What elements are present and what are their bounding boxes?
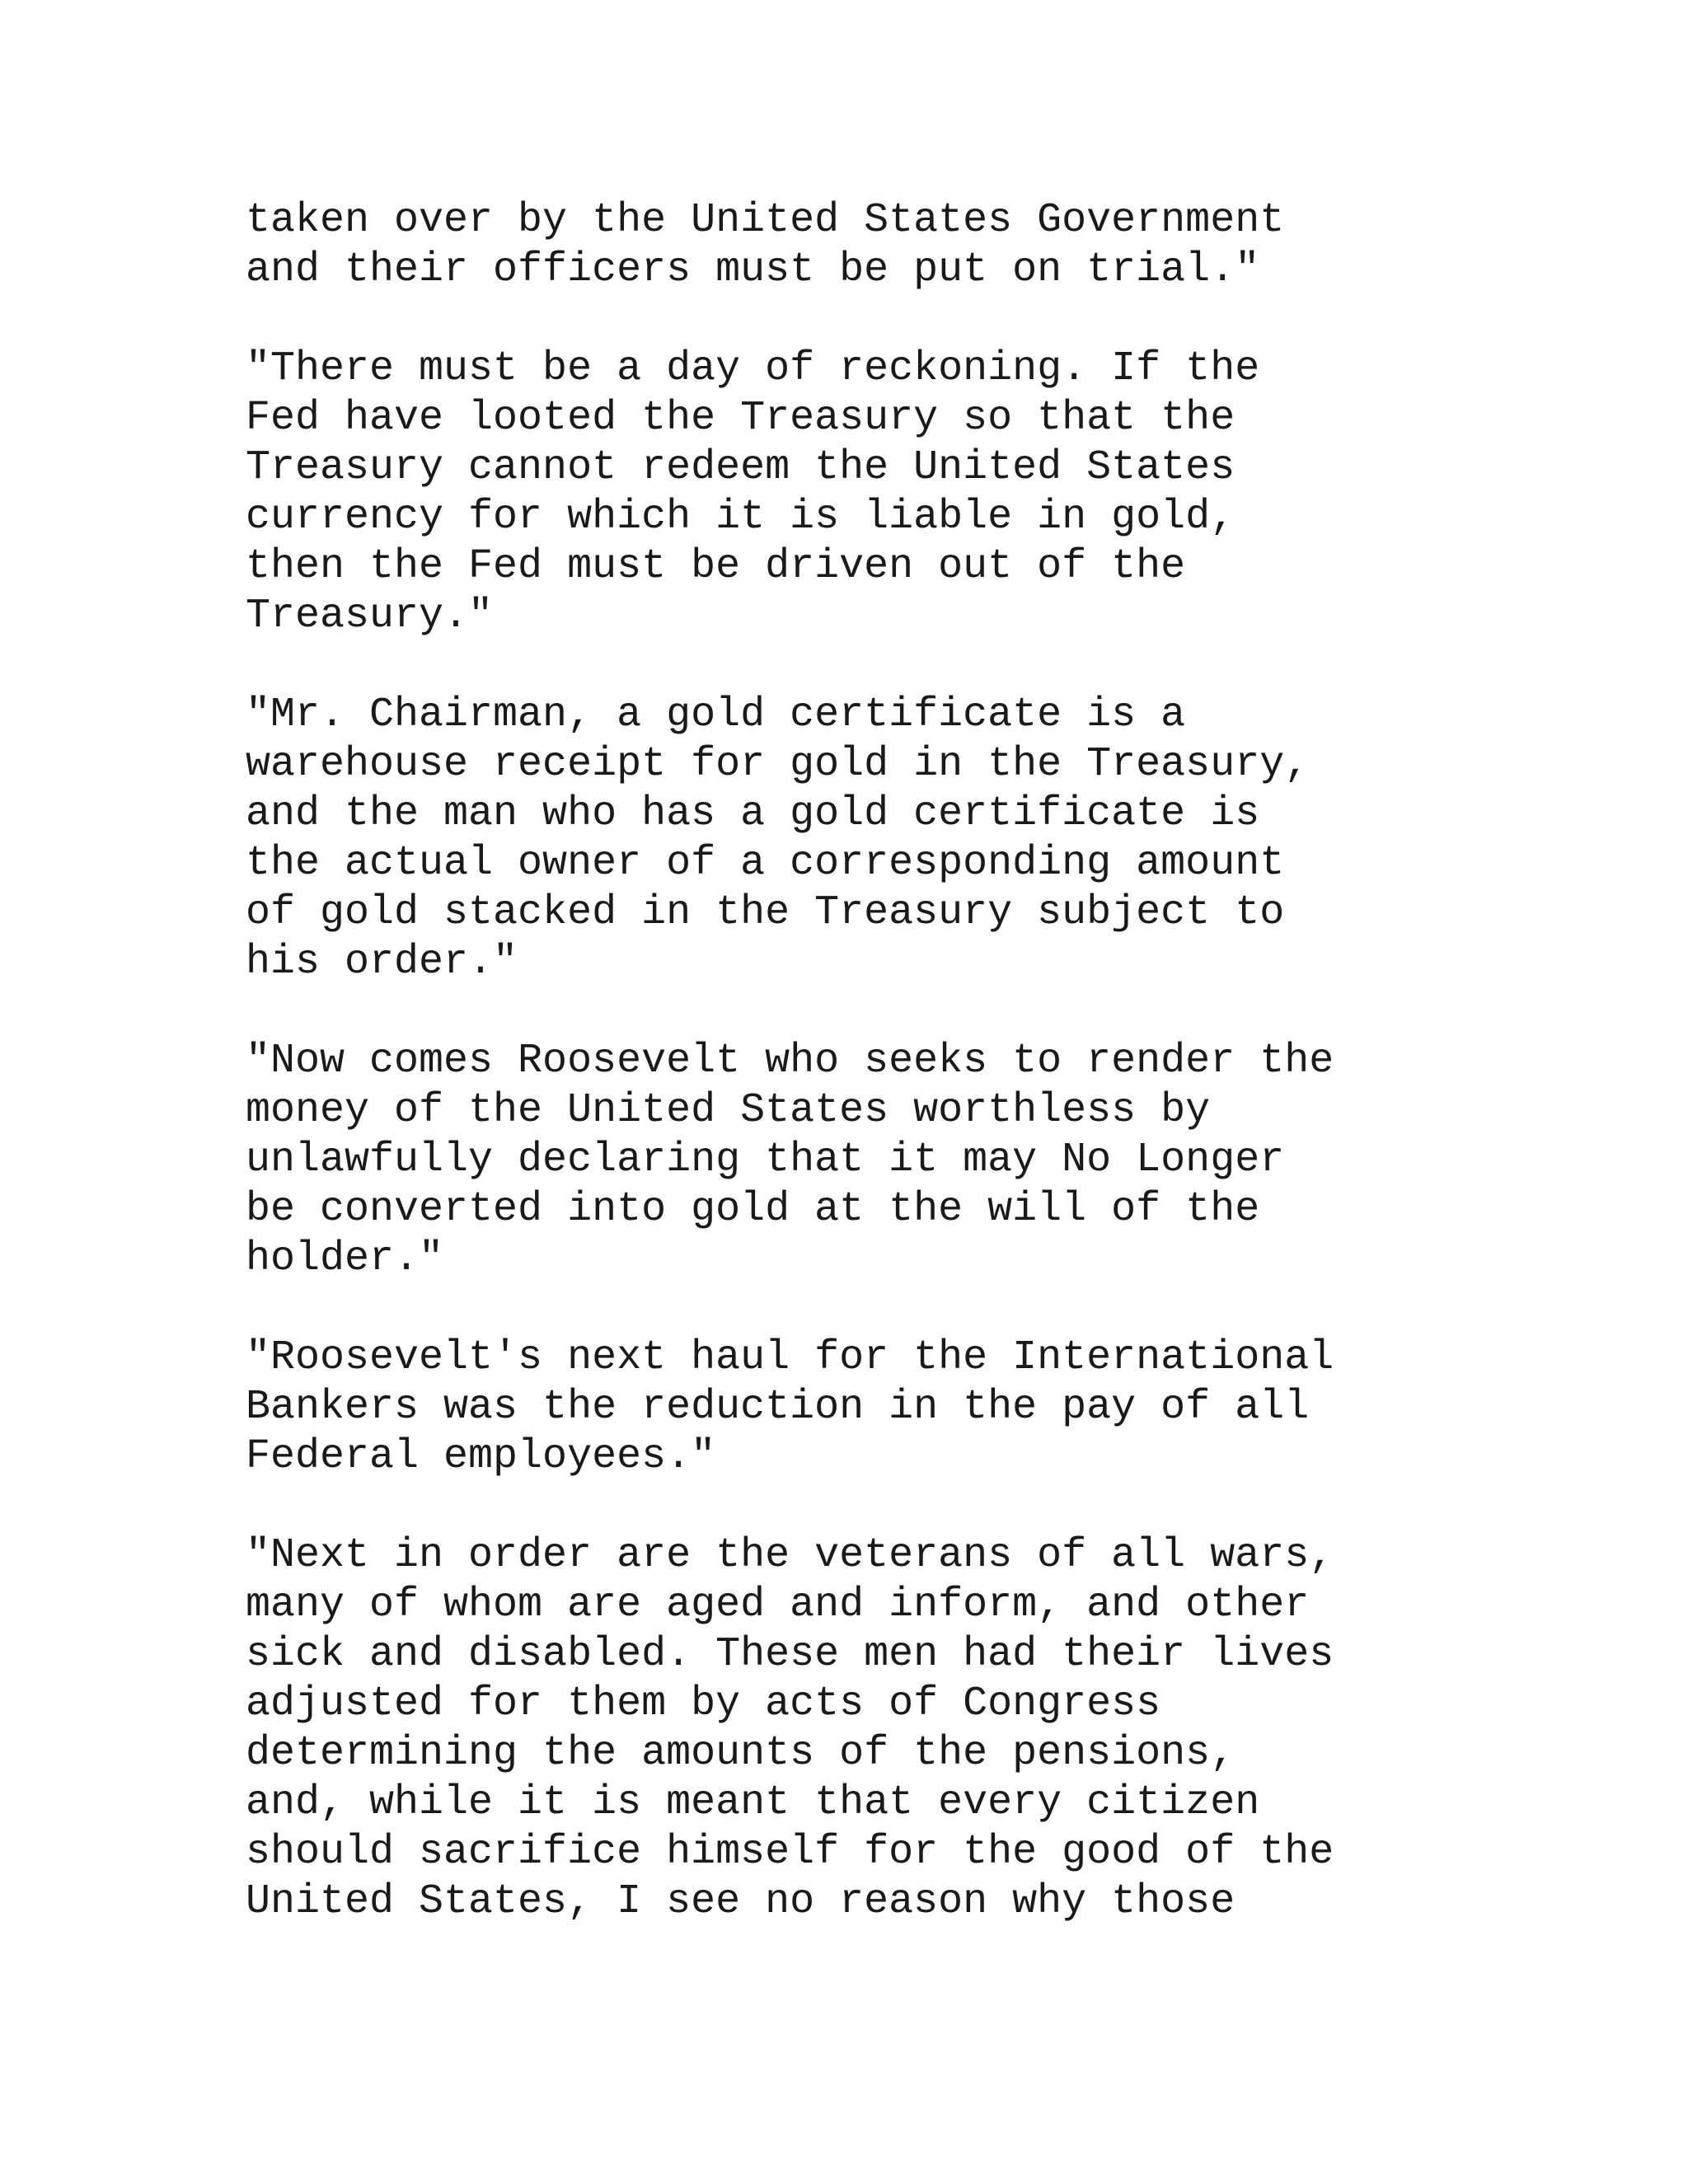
text-line: unlawfully declaring that it may No Longer xyxy=(246,1137,1285,1183)
text-line: then the Fed must be driven out of the xyxy=(246,543,1186,590)
paragraph-5 xyxy=(246,1333,1531,1482)
document-body xyxy=(246,196,1531,1976)
text-line: and, while it is meant that every citizen xyxy=(246,1779,1260,1826)
paragraph-6 xyxy=(246,1531,1531,1927)
text-line: "Mr. Chairman, a gold certificate is a xyxy=(246,691,1186,738)
text-line: "Next in order are the veterans of all wars, xyxy=(246,1532,1334,1579)
text-line: Treasury." xyxy=(246,593,494,640)
text-line: of gold stacked in the Treasury subject to xyxy=(246,889,1285,936)
text-line: and the man who has a gold certificate is xyxy=(246,790,1260,837)
paragraph-3 xyxy=(246,691,1531,987)
text-line: United States, I see no reason why those xyxy=(246,1878,1236,1925)
text-line: warehouse receipt for gold in the Treasury, xyxy=(246,741,1310,788)
text-line: and their officers must be put on trial." xyxy=(246,246,1260,293)
text-line: determining the amounts of the pensions, xyxy=(246,1730,1236,1777)
paragraph-4 xyxy=(246,1037,1531,1284)
text-line: "There must be a day of reckoning. If the xyxy=(246,345,1260,392)
text-line: Fed have looted the Treasury so that the xyxy=(246,395,1236,442)
paragraph-1 xyxy=(246,196,1531,295)
text-line: Bankers was the reduction in the pay of all xyxy=(246,1384,1310,1431)
text-line: Federal employees." xyxy=(246,1433,716,1480)
text-line: "Now comes Roosevelt who seeks to render the xyxy=(246,1038,1334,1085)
paragraph-2 xyxy=(246,344,1531,641)
text-line: the actual owner of a corresponding amount xyxy=(246,840,1285,887)
text-line: taken over by the United States Government xyxy=(246,197,1285,244)
text-line: currency for which it is liable in gold, xyxy=(246,494,1236,541)
text-line: Treasury cannot redeem the United States xyxy=(246,444,1236,491)
text-line: should sacrifice himself for the good of the xyxy=(246,1829,1334,1876)
text-line: adjusted for them by acts of Congress xyxy=(246,1680,1161,1727)
text-line: money of the United States worthless by xyxy=(246,1087,1211,1134)
text-line: his order." xyxy=(246,939,518,986)
text-line: "Roosevelt's next haul for the International xyxy=(246,1334,1334,1381)
text-line: sick and disabled. These men had their lives xyxy=(246,1631,1334,1678)
text-line: many of whom are aged and inform, and other xyxy=(246,1582,1310,1629)
text-line: holder." xyxy=(246,1235,444,1282)
text-line: be converted into gold at the will of the xyxy=(246,1186,1260,1233)
